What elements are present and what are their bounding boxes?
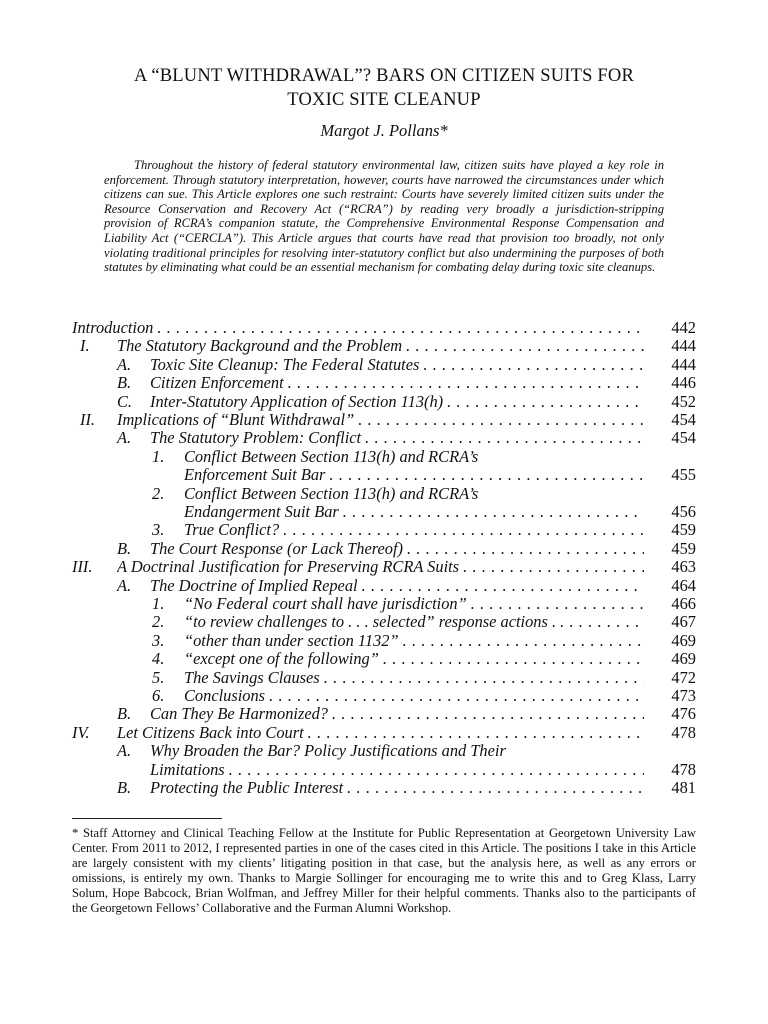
toc-page-number: 456 [671,502,696,521]
toc-entry [150,576,644,595]
toc-leader-dots [459,557,644,576]
toc-page-number: 469 [671,630,696,650]
toc-row [72,336,696,355]
toc-number: IV. [72,722,90,742]
toc-number: 3. [152,630,165,650]
toc-entry-title: Conflict Between Section 113(h) and RCRA’s [184,483,479,503]
toc-page-number: 467 [671,612,696,632]
toc-leader-dots [419,355,644,374]
toc-row [72,723,696,742]
toc-entry-title: Why Broaden the Bar? Policy Justifications and Their [150,741,506,761]
toc-entry [184,594,644,613]
toc-row [72,447,696,466]
toc-number: II. [80,410,96,429]
title-line-2: TOXIC SITE CLEANUP [287,90,481,110]
toc-entry-title: The Statutory Background and the Problem [117,336,403,356]
toc-entry-title: Implications of “Blunt Withdrawal” [117,410,355,429]
toc-leader-dots [467,594,644,613]
toc-number: A. [117,575,132,595]
toc-leader-dots [403,539,644,558]
toc-number: A. [117,428,132,448]
toc-leader-dots [343,778,644,797]
toc-leader-dots [328,704,644,723]
toc-entry-title: Enforcement Suit Bar [184,465,326,485]
toc-entry [184,631,644,650]
toc-entry [184,447,644,466]
toc-number: 2. [152,612,165,632]
toc-page-number: 464 [671,575,696,595]
toc-leader-dots [279,520,644,539]
toc-entry-title: Conflict Between Section 113(h) and RCRA’s [184,446,479,466]
toc-entry [150,539,644,558]
toc-number: B. [117,373,132,393]
toc-leader-dots [556,612,644,631]
toc-entry [150,778,644,797]
title-line-1: A “BLUNT WITHDRAWAL”? BARS ON CITIZEN SUITS FOR [133,66,635,86]
toc-number: III. [72,557,93,577]
toc-row [72,668,696,687]
toc-entry-title: The Statutory Problem: Conflict [150,428,362,448]
toc-entry [150,392,644,411]
toc-page-number: 444 [671,354,696,374]
toc-leader-dots [153,318,644,337]
toc-number: 1. [152,594,165,613]
toc-entry [72,318,644,337]
toc-leader-dots [379,649,644,668]
toc-row [72,704,696,723]
toc-row [72,557,696,576]
toc-number: 6. [152,686,165,705]
toc-entry [184,668,644,687]
toc-entry [117,557,644,576]
toc-leader-dots [265,686,644,705]
toc-row [72,428,696,447]
toc-page-number: 466 [671,594,696,613]
toc-number: A. [117,741,132,761]
toc-page-number: 442 [671,318,696,337]
toc-number: 5. [152,667,165,687]
toc-row [72,520,696,539]
toc-entry-title: Conclusions [184,686,266,705]
toc-row [72,649,696,668]
toc-row [72,484,696,503]
footnote-rule [72,818,222,819]
toc-page-number: 478 [671,722,696,742]
toc-number: B. [117,538,132,558]
toc-entry-title: Limitations [150,759,225,779]
toc-entry [184,465,644,484]
toc-number: B. [117,778,132,797]
toc-leader-dots [358,576,644,595]
toc-row [72,539,696,558]
toc-row [72,594,696,613]
toc-entry-title: A Doctrinal Justification for Preserving RCRA Suits [117,557,460,577]
toc-entry [117,336,644,355]
toc-page-number: 472 [671,667,696,687]
toc-entry [184,520,644,539]
toc-number: A. [117,354,132,374]
toc-entry-title: Introduction [72,318,154,337]
toc-entry [184,484,644,503]
toc-entry [150,355,644,374]
toc-leader-dots [361,428,644,447]
toc-leader-dots [443,392,644,411]
toc-row [72,631,696,650]
toc-entry [117,723,644,742]
toc-page-number: 473 [671,686,696,705]
toc-page-number: 444 [671,336,696,356]
toc-entry-title: Can They Be Harmonized? [150,704,329,724]
toc-number: C. [117,391,133,411]
toc-entry-title: The Court Response (or Lack Thereof) [150,538,403,558]
toc-row [72,686,696,705]
toc-page-number: 463 [671,557,696,577]
toc-row [72,760,696,779]
toc-entry-title: Citizen Enforcement [150,373,284,393]
toc-leader-dots [339,502,644,521]
toc-number: I. [80,336,90,356]
toc-page-number: 459 [671,520,696,540]
toc-leader-dots [354,410,644,429]
toc-entry-title: “No Federal court shall have jurisdiction” [184,594,467,613]
toc-leader-dots [325,465,644,484]
toc-entry [184,686,644,705]
toc-entry-title: The Doctrine of Implied Repeal [150,575,358,595]
toc-row [72,355,696,374]
toc-leader-dots [284,373,644,392]
toc-entry-title: The Savings Clauses [184,667,320,687]
toc-entry-title: Endangerment Suit Bar [184,502,339,521]
toc-row [72,612,696,631]
toc-page-number: 459 [671,538,696,558]
toc-page-number: 476 [671,704,696,724]
toc-number: B. [117,704,132,724]
toc-page-number: 454 [671,428,696,448]
toc-page-number: 478 [671,759,696,779]
toc-row [72,392,696,411]
toc-entry-title: True Conflict? [184,520,280,540]
toc-entry-title: Inter-Statutory Application of Section 113(h) [150,391,444,411]
toc-entry [184,649,644,668]
toc-entry [184,612,644,631]
toc-row [72,373,696,392]
toc-row [72,465,696,484]
toc-page-number: 455 [671,465,696,485]
toc-entry [150,741,644,760]
toc-page-number: 469 [671,649,696,669]
toc-row [72,741,696,760]
toc-entry [184,502,644,521]
toc-row [72,318,696,337]
toc-row [72,410,696,429]
toc-entry-title: Let Citizens Back into Court [117,722,304,742]
toc-entry-title: “other than under section 1132” [184,630,399,650]
toc-entry [150,373,644,392]
toc-leader-dots [320,668,644,687]
toc-entry [117,410,644,429]
toc-page-number: 452 [671,391,696,411]
toc-row [72,502,696,521]
toc-page-number: 446 [671,373,696,393]
toc-page-number: 454 [671,410,696,429]
toc-entry [150,428,644,447]
toc-number: 2. [152,483,165,503]
toc-leader-dots [225,760,644,779]
toc-row [72,576,696,595]
article-title [60,64,708,112]
toc-entry-title: Protecting the Public Interest [150,778,344,797]
toc-entry-title: “except one of the following” [184,649,379,669]
author-name: Margot J. Pollans* [320,121,448,140]
toc-number: 3. [152,520,165,540]
toc-leader-dots [399,631,644,650]
footnote: * Staff Attorney and Clinical Teaching Fellow at the Institute for Public Representation at Georgetown University Law Center. From 2011 to 2012, I represented parties in one of the cases cited in this Article. The positions I take in this Article are largely consistent with my clients’ litigating position in that case, but the analysis here, as well as any errors or omissions, is entirely my own. Thanks to Margie Sollinger for encouraging me to write this and to Greg Klass, Larry Solum, Hope Babcock, Brian Wolfman, and Jeffrey Miller for their helpful comments. Thanks also to the participants of the Georgetown Fellows’ Collaborative and the Furman Alumni Workshop. [72,826,696,915]
toc-entry-title: “to review challenges to . . . selected” response actions . [184,612,557,632]
toc-page-number: 481 [671,778,696,797]
toc-entry-title: Toxic Site Cleanup: The Federal Statutes [150,354,420,374]
toc-number: 1. [152,446,165,466]
toc-leader-dots [402,336,644,355]
toc-number: 4. [152,649,165,669]
toc-row [72,778,696,797]
abstract: Throughout the history of federal statutory environmental law, citizen suits have played a key role in enforcement. Through statutory interpretation, however, courts have narrowed the circumstances under which citizens can sue. This Article explores one such restraint: Courts have severely limited citizen suits under the Resource Conservation and Recovery Act (“RCRA”) by reading very broadly a jurisdiction-stripping provision of RCRA’s companion statute, the Comprehensive Environmental Response Compensation and Liability Act (“CERCLA”). This Article argues that courts have read that provision too broadly, not only violating traditional principles for resolving inter-statutory conflict but also undermining the purposes of both statutes by eliminating what could be an essential mechanism for combating delay during toxic site cleanups. [104,158,664,275]
toc-entry [150,704,644,723]
toc-leader-dots [304,723,644,742]
toc-entry [150,760,644,779]
